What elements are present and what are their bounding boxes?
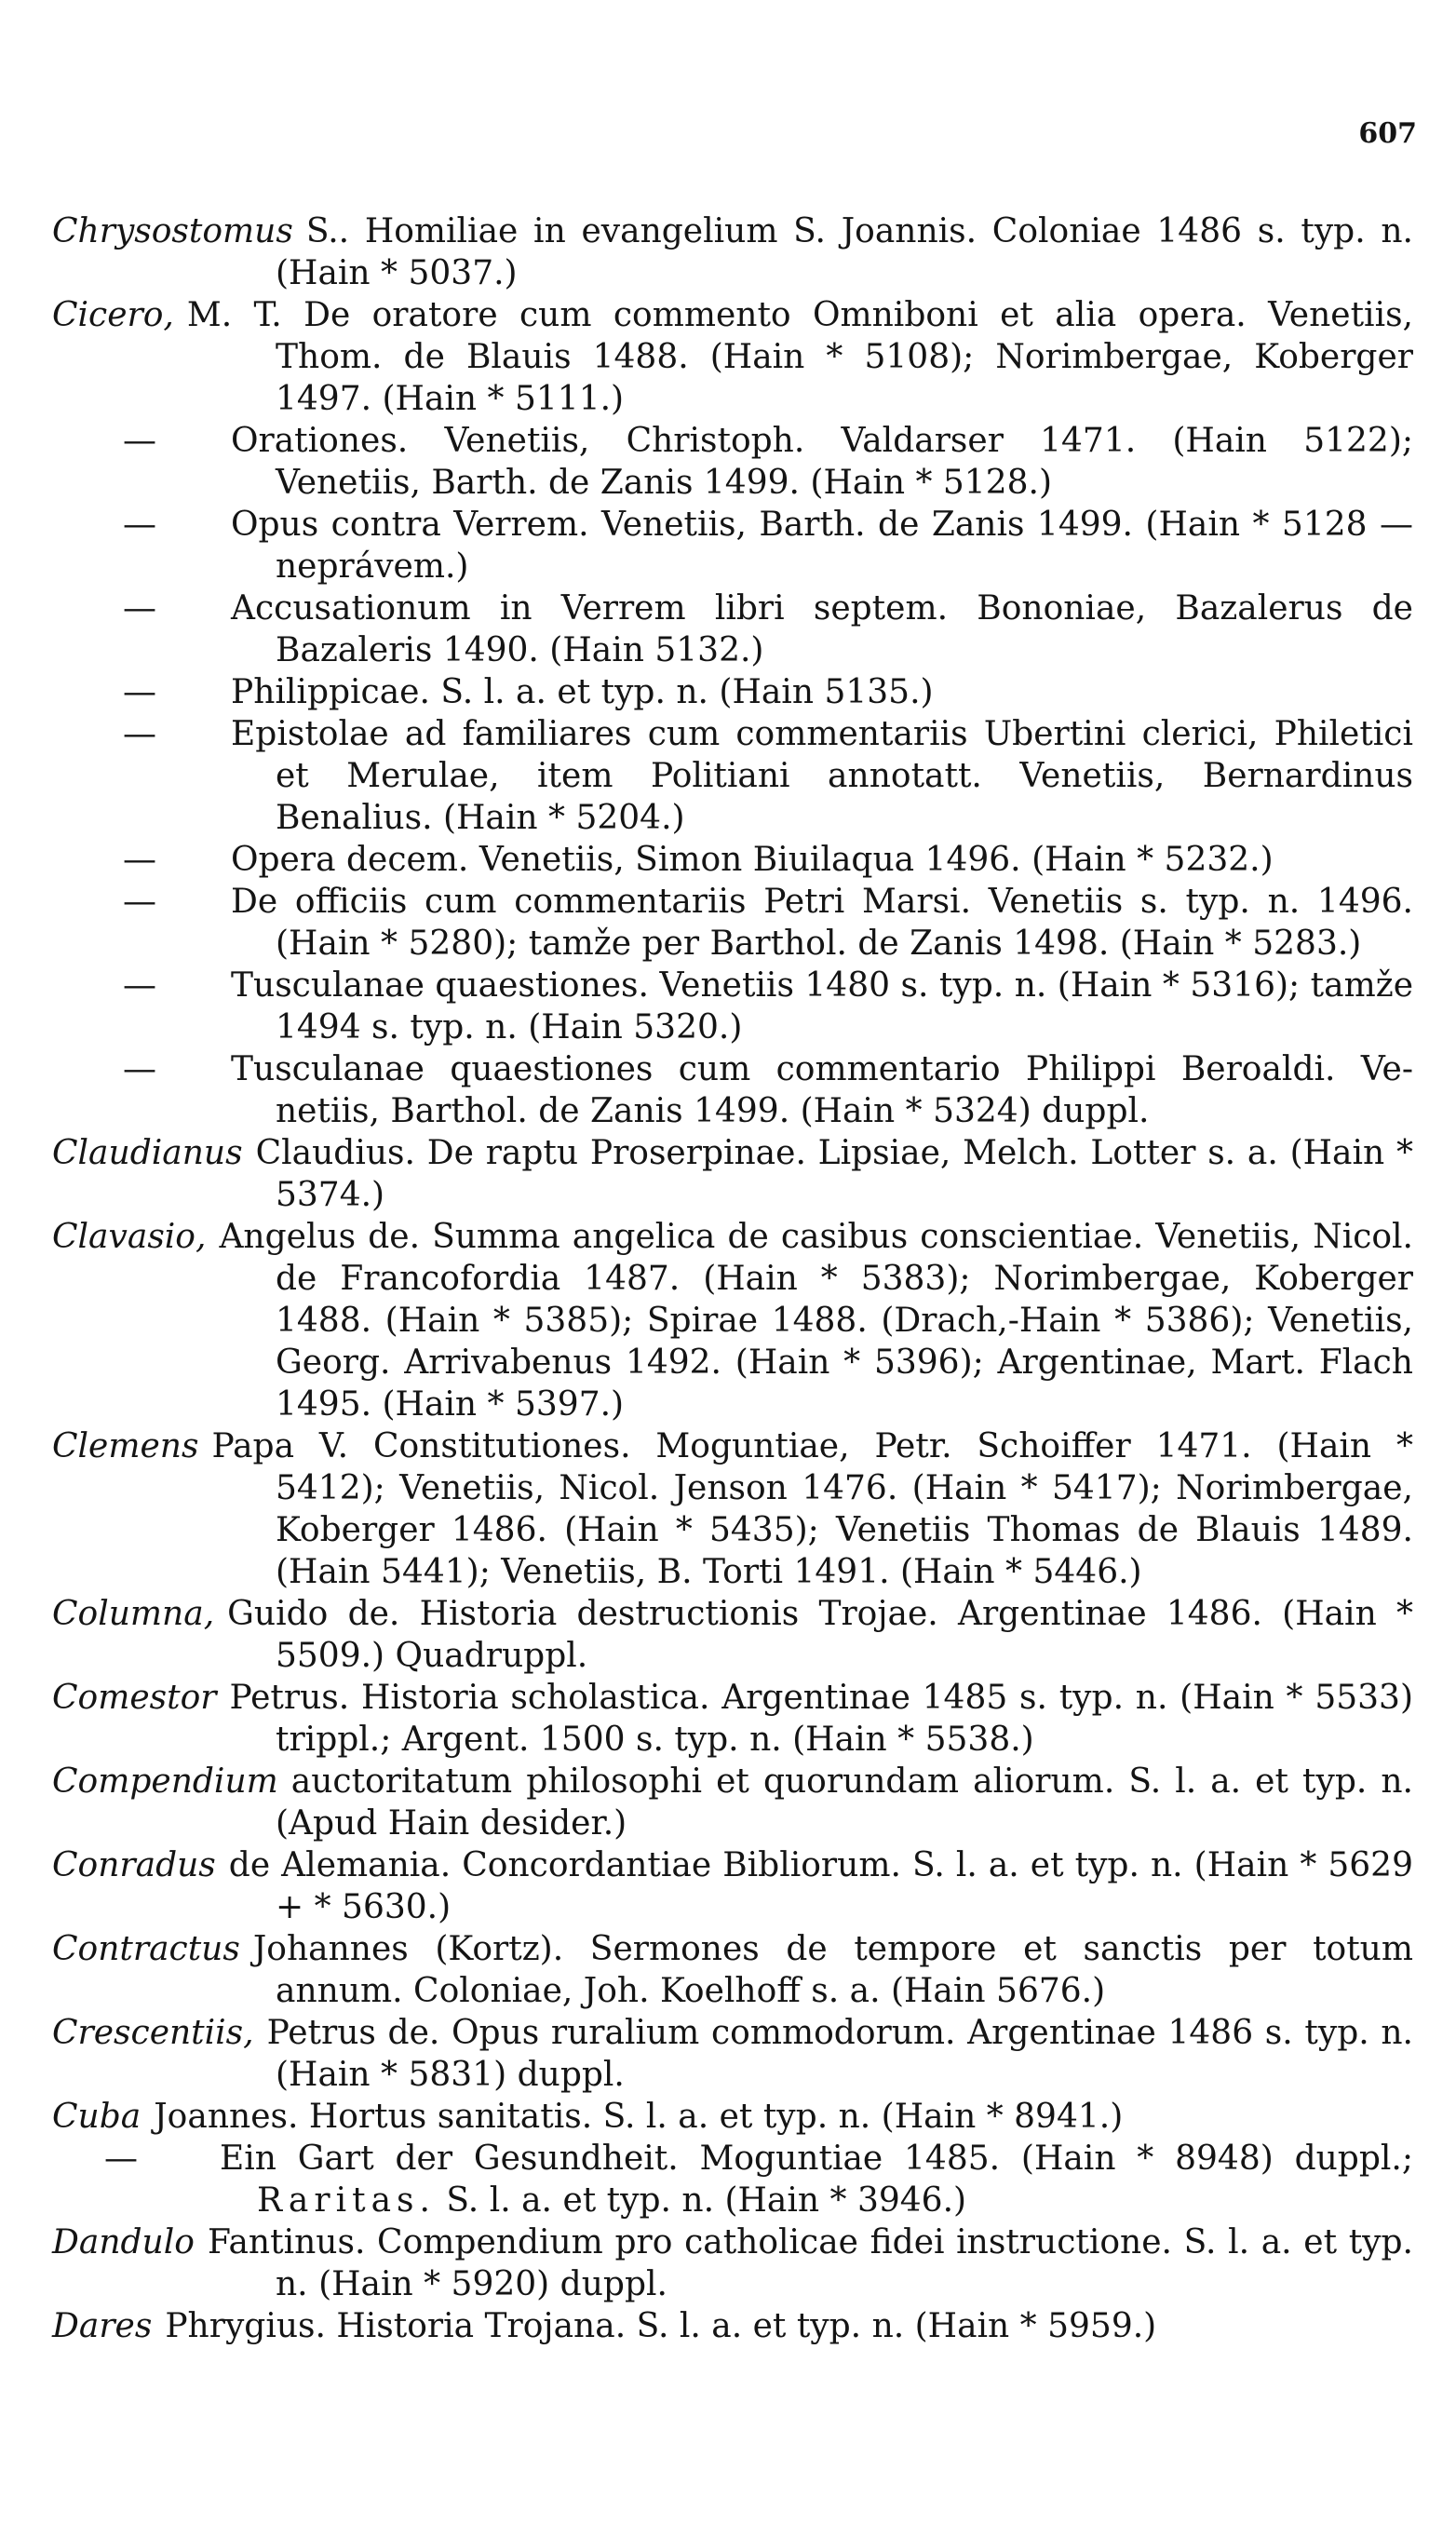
entry-text: Johannes (Kortz). Sermones de tempore et sanctis per totum annum. Coloniae, Joh. Koelhoff s. a. (Hain 5676.)	[252, 1930, 1413, 2010]
bibliography-entry	[0, 1425, 1456, 1593]
entry-text: Petrus de. Opus ruralium commodorum. Argentinae 1486 s. typ. n. (Hain * 5831) duppl.	[266, 2014, 1413, 2094]
entry-text: Opus contra Verrem. Venetiis, Barth. de Zanis 1499. (Hain * 5128 — neprávem.)	[231, 506, 1413, 586]
entry-spaced-word: Raritas.	[257, 2181, 436, 2220]
bibliography-entry	[0, 1677, 1456, 1761]
bibliography-entry	[0, 504, 1456, 587]
bibliography-entry	[0, 1216, 1456, 1425]
bibliography-entry	[0, 2305, 1456, 2347]
entry-text: de Alemania. Concordantiae Bibliorum. S. l. a. et typ. n. (Hain * 5629 + * 5630.)	[228, 1846, 1413, 1926]
ditto-dash: —	[123, 841, 156, 879]
bibliography-entry	[0, 1593, 1456, 1677]
page-number: 607	[1358, 117, 1417, 150]
ditto-dash: —	[123, 422, 156, 460]
entry-text: Claudius. De raptu Proserpinae. Lipsiae, Melch. Lotter s. a. (Hain * 5374.)	[255, 1134, 1413, 1214]
ditto-dash: —	[123, 966, 156, 1005]
entry-text: Philippicae. S. l. a. et typ. n. (Hain 5135.)	[231, 673, 934, 711]
entry-text: Tusculanae quaestiones. Venetiis 1480 s. typ. n. (Hain * 5316); tamže 1494 s. typ. n. (Hain 5320.)	[231, 966, 1413, 1046]
ditto-dash: —	[123, 715, 156, 753]
entry-text: Epistolae ad familiares cum commentariis Ubertini clerici, Philetici et Merulae, item Politiani annotatt. Venetiis, Bernardinus Benalius. (Hain * 5204.)	[231, 715, 1413, 837]
entry-author: Cicero,	[52, 296, 174, 334]
ditto-dash: —	[123, 506, 156, 544]
entry-author: Comestor	[52, 1679, 217, 1717]
entry-text: M. T. De oratore cum commento Omniboni et alia opera. Venetiis, Thom. de Blauis 1488. (Hain * 5108); Norimbergae, Koberger 1497. (Hain * 5111.)	[186, 296, 1413, 418]
entry-text: Petrus. Historia scholastica. Argentinae 1485 s. typ. n. (Hain * 5533) trippl.; Argent. 1500 s. typ. n. (Hain * 5538.)	[229, 1679, 1413, 1759]
entry-text: Orationes. Venetiis, Christoph. Valdarser 1471. (Hain 5122); Venetiis, Barth. de Zanis 1499. (Hain * 5128.)	[231, 422, 1413, 502]
bibliography-entry	[0, 713, 1456, 839]
ditto-dash: —	[123, 1050, 156, 1088]
ditto-dash: —	[123, 589, 156, 628]
bibliography-entry	[0, 294, 1456, 420]
bibliography-entry	[0, 210, 1456, 294]
bibliography-entry	[0, 1048, 1456, 1132]
bibliography-entry	[0, 2012, 1456, 2096]
entry-author: Contractus	[52, 1930, 240, 1968]
entry-author: Claudianus	[52, 1134, 243, 1172]
bibliography-entry	[0, 2096, 1456, 2138]
entry-text: Opera decem. Venetiis, Simon Biuilaqua 1496. (Hain * 5232.)	[231, 841, 1274, 879]
entry-author: Conradus	[52, 1846, 216, 1884]
entry-author: Columna,	[52, 1595, 215, 1633]
bibliography-entry	[0, 965, 1456, 1048]
bibliography-entry	[0, 671, 1456, 713]
entry-author: Clavasio,	[52, 1218, 207, 1256]
bibliography-list	[0, 210, 1456, 2347]
entry-text: auctoritatum philosophi et quorundam aliorum. S. l. a. et typ. n. (Apud Hain desider.)	[276, 1762, 1413, 1843]
bibliography-entry	[0, 587, 1456, 671]
entry-text: Tusculanae quaestiones cum commentario Philippi Beroaldi. Venetiis, Barthol. de Zanis 1499. (Hain * 5324) duppl.	[231, 1050, 1413, 1130]
bibliography-entry	[0, 881, 1456, 965]
bibliography-entry	[0, 1761, 1456, 1844]
bibliography-entry	[0, 1928, 1456, 2012]
bibliography-entry	[0, 1132, 1456, 1216]
entry-author: Crescentiis,	[52, 2014, 254, 2052]
entry-text: De officiis cum commentariis Petri Marsi. Venetiis s. typ. n. 1496. (Hain * 5280); tamže per Barthol. de Zanis 1498. (Hain * 5283.)	[231, 883, 1413, 963]
entry-text: Joannes. Hortus sanitatis. S. l. a. et typ. n. (Hain * 8941.)	[154, 2098, 1124, 2136]
entry-author: Cuba	[52, 2098, 142, 2136]
ditto-dash: —	[104, 2140, 138, 2178]
entry-text: S.. Homiliae in evangelium S. Joannis. Coloniae 1486 s. typ. n. (Hain * 5037.)	[276, 212, 1413, 292]
entry-text: Papa V. Constitutiones. Moguntiae, Petr. Schoiffer 1471. (Hain * 5412); Venetiis, Nicol. Jenson 1476. (Hain * 5417); Norimbergae, Koberger 1486. (Hain * 5435); Venetiis Thomas de Blauis 1489. (Hain 5441); Venetiis, B. Torti 1491. (Hain * 5446.)	[211, 1427, 1413, 1591]
ditto-dash: —	[123, 883, 156, 921]
entry-text: Guido de. Historia destructionis Trojae. Argentinae 1486. (Hain * 5509.) Quadruppl.	[227, 1595, 1413, 1675]
entry-text: S. l. a. et typ. n. (Hain * 3946.)	[446, 2181, 967, 2220]
entry-author: Dandulo	[52, 2223, 195, 2261]
bibliography-entry	[0, 2221, 1456, 2305]
bibliography-entry	[0, 2138, 1456, 2221]
entry-text: Phrygius. Historia Trojana. S. l. a. et typ. n. (Hain * 5959.)	[165, 2307, 1157, 2345]
ditto-dash: —	[123, 673, 156, 711]
entry-text: Accusationum in Verrem libri septem. Bononiae, Bazalerus de Bazaleris 1490. (Hain 5132.)	[231, 589, 1413, 669]
entry-author: Compendium	[52, 1762, 278, 1801]
bibliography-entry	[0, 1844, 1456, 1928]
bibliography-entry	[0, 839, 1456, 881]
entry-author: Dares	[52, 2307, 153, 2345]
entry-text: Fantinus. Compendium pro catholicae fidei instructione. S. l. a. et typ. n. (Hain * 5920) duppl.	[207, 2223, 1413, 2303]
entry-text: Angelus de. Summa angelica de casibus conscientiae. Venetiis, Nicol. de Francofordia 1487. (Hain * 5383); Norimbergae, Koberger 1488. (Hain * 5385); Spirae 1488. (Drach,-Hain * 5386); Venetiis, Georg. Arrivabenus 1492. (Hain * 5396); Argentinae, Mart. Flach 1495. (Hain * 5397.)	[219, 1218, 1413, 1424]
entry-author: Clemens	[52, 1427, 199, 1465]
entry-author: Chrysostomus	[52, 212, 293, 250]
entry-text: Ein Gart der Gesundheit. Moguntiae 1485. (Hain * 8948) duppl.;	[220, 2140, 1413, 2178]
bibliography-entry	[0, 420, 1456, 504]
